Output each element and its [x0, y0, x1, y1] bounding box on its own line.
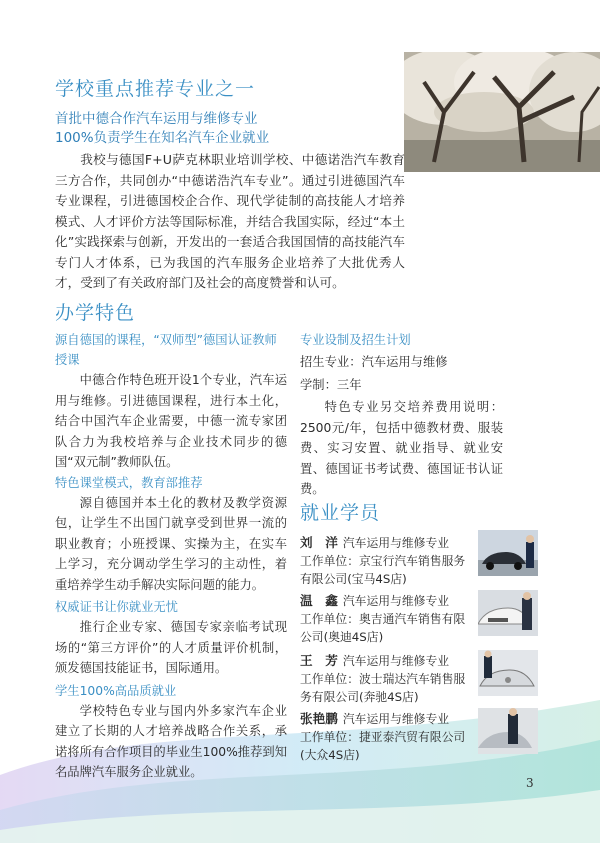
page-title: 学校重点推荐专业之一: [55, 78, 256, 100]
student-major: 汽车运用与维修专业: [342, 536, 450, 550]
enroll-major: 招生专业：汽车运用与维修: [300, 355, 448, 369]
enroll-duration: 学制：三年: [300, 377, 362, 392]
feature-1-text: 中德合作特色班开设1个专业，汽车运用与维修。引进德国课程，进行本土化，结合中国汽车企业需要，中德一流专家团队合力为我校培养与企业技术同步的德国“双元制”教师队伍。: [55, 373, 287, 469]
student-unit: 工作单位：奥吉通汽车销售有限公司(奥迪4S店): [300, 612, 466, 644]
enrollment-column: [300, 330, 503, 500]
feature-4-text: 学校特色专业与国内外多家汽车企业建立了长期的人才培养战略合作关系，承诺将所有合作项目的毕业生100%推荐到知名品牌汽车服务企业就业。: [55, 703, 287, 779]
student-entry: [300, 708, 475, 764]
feature-1-title: 源自德国的课程，“双师型”德国认证教师授课: [55, 333, 277, 367]
student-photo-bmw: [478, 530, 538, 576]
intro-paragraph: 我校与德国F+U萨克林职业培训学校、中德诺浩汽车教育三方合作，共同创办“中德诺浩汽车专业”。通过引进德国汽车专业课程，引进德国校企合作、现代学徒制的高技能人才培养模式、人才评价方法等国际标准，并结合我国实际，经过“本土化”实践探索与创新，开发出的一套适合我国国情的高技能汽车专门人才体系，已为我国的汽车服务企业培养了大批优秀人才，受到了有关政府部门及社会的高度赞誉和认可。: [55, 152, 405, 290]
student-name: 张艳鹏: [300, 711, 338, 726]
student-photo-audi: [478, 590, 538, 636]
student-name: 王 芳: [300, 653, 338, 668]
student-entry: [300, 650, 475, 706]
student-major: 汽车运用与维修专业: [342, 654, 450, 668]
features-column: [55, 330, 287, 783]
student-photo-vw: [478, 708, 538, 754]
feature-3-text: 推行企业专家、德国专家亲临考试现场的“第三方评价”的人才质量评价机制，颁发德国技能证书，国际通用。: [55, 620, 287, 675]
feature-2-title: 特色课堂模式，教育部推荐: [55, 475, 203, 490]
enroll-fee: 特色专业另交培养费用说明：2500元/年，包括中德教材费、服装费、实习安置、就业指导、就业安置、德国证书考试费、德国证书认证费。: [300, 400, 503, 496]
student-unit: 工作单位：波士瑞达汽车销售服务有限公司(奔驰4S店): [300, 672, 466, 704]
feature-4-title: 学生100%高品质就业: [55, 683, 177, 698]
student-name: 温 鑫: [300, 593, 338, 608]
student-entry: [300, 532, 475, 588]
student-major: 汽车运用与维修专业: [342, 712, 450, 726]
features-title: 办学特色: [55, 302, 136, 324]
page-number: 3: [526, 776, 534, 790]
student-name: 刘 洋: [300, 535, 338, 550]
student-entry: [300, 590, 475, 646]
subtitle-line-2: 100%负责学生在知名汽车企业就业: [55, 130, 270, 146]
student-major: 汽车运用与维修专业: [342, 594, 450, 608]
employed-title: 就业学员: [300, 502, 381, 524]
student-photo-benz: [478, 650, 538, 696]
enroll-title: 专业设制及招生计划: [300, 333, 411, 347]
feature-2-text: 源自德国并本土化的教材及教学资源包，让学生不出国门就享受到世界一流的职业教育；小班授课、实操为主，在实车上学习，充分调动学生学习的主动性，着重培养学生动手解决实际问题的能力。: [55, 495, 287, 592]
feature-3-title: 权威证书让你就业无忧: [55, 600, 178, 614]
campus-tree-photo: [404, 52, 600, 172]
subtitle-line-1: 首批中德合作汽车运用与维修专业: [55, 111, 258, 127]
student-unit: 工作单位：捷亚泰汽贸有限公司(大众4S店): [300, 730, 466, 762]
student-unit: 工作单位：京宝行汽车销售服务有限公司(宝马4S店): [300, 554, 466, 586]
